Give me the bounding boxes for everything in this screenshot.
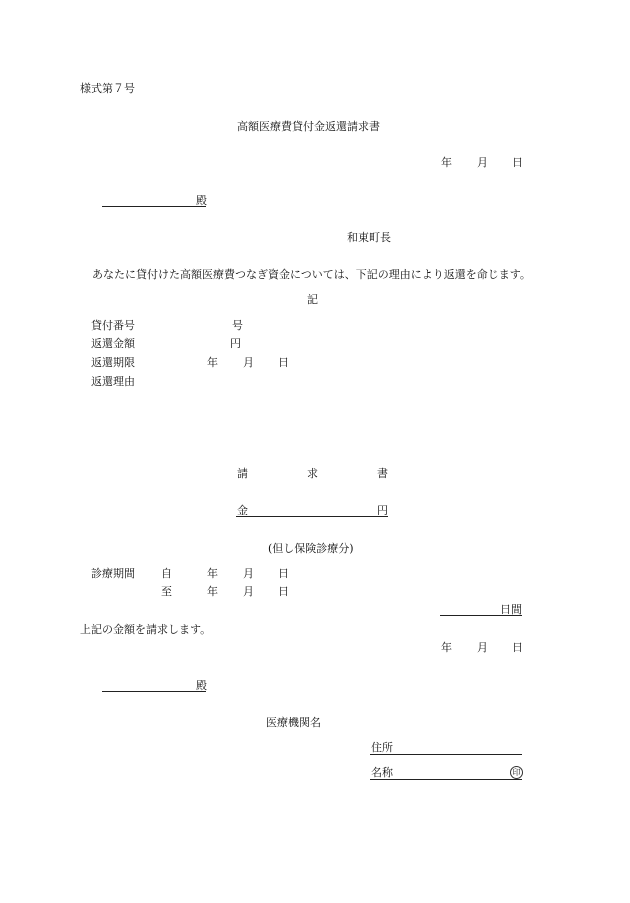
loan-deadline-year: 年 xyxy=(207,356,218,369)
period-from-year: 年 xyxy=(207,567,218,580)
period-from-day: 日 xyxy=(278,567,289,580)
amount-line xyxy=(236,516,388,517)
loan-number-suffix: 号 xyxy=(232,319,243,332)
date-top-year: 年 xyxy=(441,156,452,169)
date-bottom-year: 年 xyxy=(441,641,452,654)
loan-deadline-label: 返還期限 xyxy=(91,356,135,369)
period-from-month: 月 xyxy=(243,567,254,580)
issuer: 和東町長 xyxy=(347,231,391,244)
addressee-suffix-2: 殿 xyxy=(196,679,207,692)
loan-amount-label: 返還金額 xyxy=(91,337,135,350)
addressee-line-1 xyxy=(102,206,206,207)
date-top-month: 月 xyxy=(477,156,488,169)
loan-deadline-month: 月 xyxy=(243,356,254,369)
ki-label: 記 xyxy=(307,293,318,306)
invoice-heading-1: 請 xyxy=(237,467,248,480)
request-text: 上記の金額を請求します。 xyxy=(80,623,212,636)
loan-amount-suffix: 円 xyxy=(230,337,241,350)
amount-prefix: 金 xyxy=(237,504,248,517)
form-number: 様式第７号 xyxy=(80,82,135,95)
period-from: 自 xyxy=(161,567,172,580)
name-label: 名称 xyxy=(371,766,393,779)
period-to: 至 xyxy=(161,585,172,598)
body-text: あなたに貸付けた高額医療費つなぎ資金については、下記の理由により返還を命じます。 xyxy=(92,268,531,281)
loan-reason-label: 返還理由 xyxy=(91,375,135,388)
seal-icon: 印 xyxy=(510,766,523,779)
address-label: 住所 xyxy=(371,741,393,754)
invoice-heading-3: 書 xyxy=(377,467,388,480)
addressee-suffix-1: 殿 xyxy=(196,194,207,207)
addressee-line-2 xyxy=(102,691,206,692)
loan-number-label: 貸付番号 xyxy=(91,319,135,332)
date-top-day: 日 xyxy=(512,156,523,169)
insurance-note: (但し保険診療分) xyxy=(268,542,354,555)
amount-suffix: 円 xyxy=(377,504,388,517)
period-to-month: 月 xyxy=(243,585,254,598)
invoice-heading-2: 求 xyxy=(307,467,318,480)
date-bottom-day: 日 xyxy=(512,641,523,654)
loan-deadline-day: 日 xyxy=(278,356,289,369)
period-to-year: 年 xyxy=(207,585,218,598)
period-to-day: 日 xyxy=(278,585,289,598)
period-label: 診療期間 xyxy=(91,567,135,580)
days-label: 日間 xyxy=(500,603,522,616)
name-line xyxy=(370,779,522,780)
address-line xyxy=(370,754,522,755)
document-title: 高額医療費貸付金返還請求書 xyxy=(237,120,380,133)
institution-label: 医療機関名 xyxy=(266,716,321,729)
date-bottom-month: 月 xyxy=(477,641,488,654)
